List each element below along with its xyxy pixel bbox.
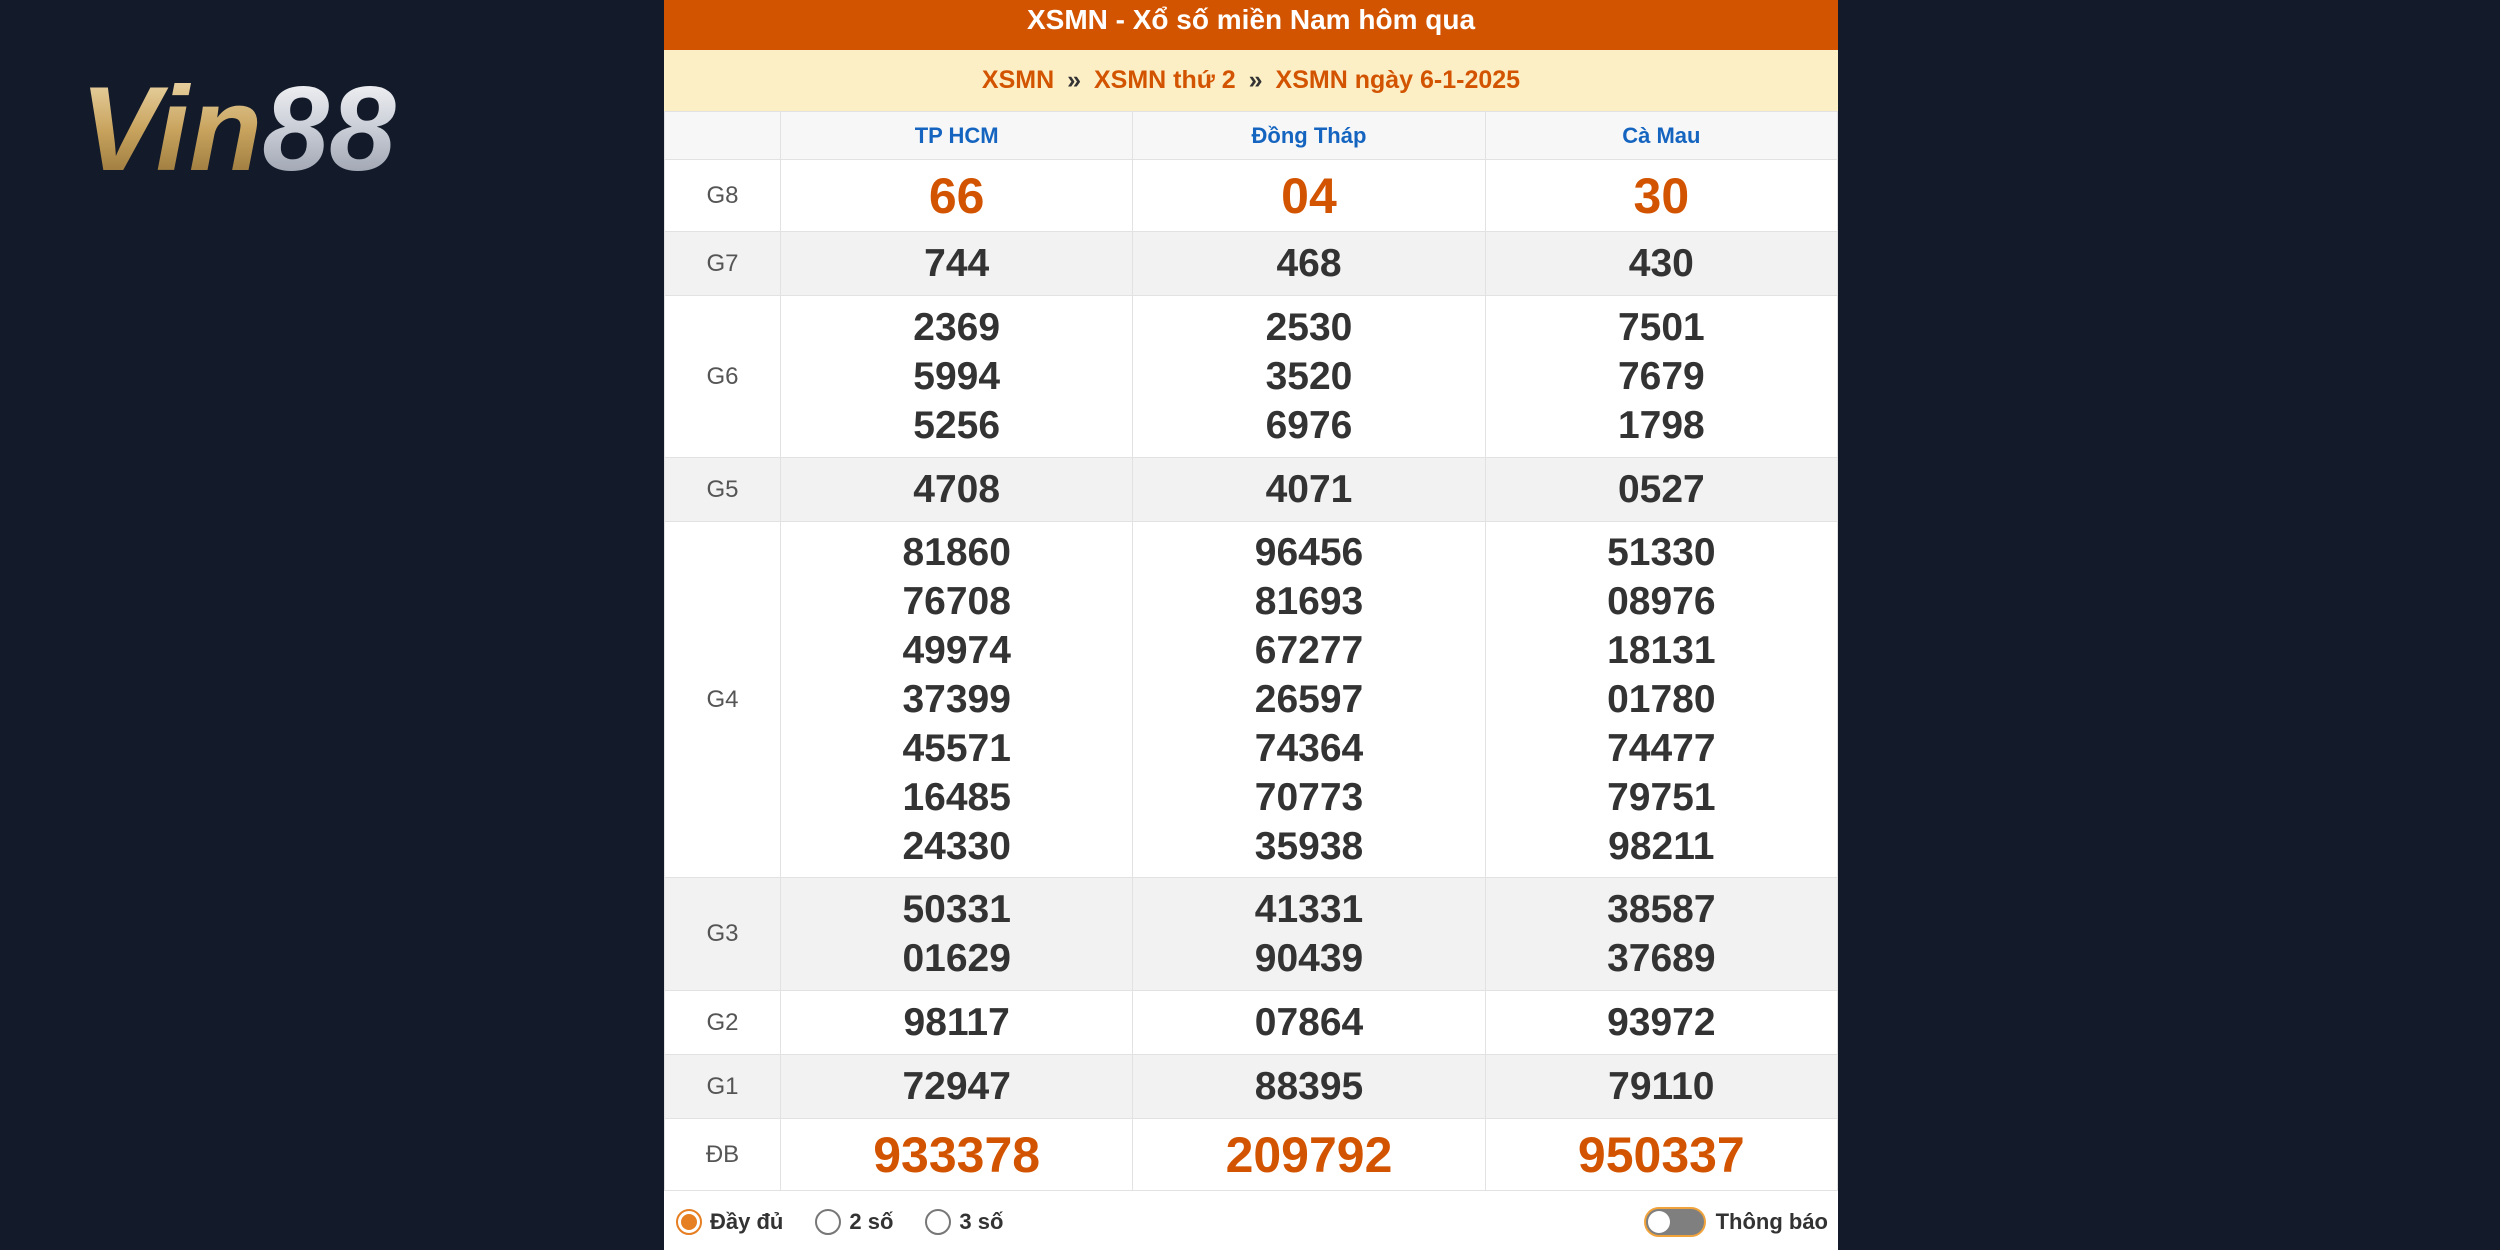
prize-number[interactable]: 744 xyxy=(924,242,990,285)
prize-number[interactable]: 74477 xyxy=(1607,727,1716,770)
prize-label: G6 xyxy=(665,296,781,458)
prize-number[interactable]: 5994 xyxy=(913,355,1001,398)
prize-label: G4 xyxy=(665,522,781,878)
prize-row xyxy=(665,991,1838,1055)
prize-cell xyxy=(781,1119,1133,1191)
prize-number[interactable]: 72947 xyxy=(902,1065,1011,1108)
prize-cell xyxy=(1485,1119,1837,1191)
results-table xyxy=(664,111,1838,1191)
prize-number[interactable]: 37689 xyxy=(1607,937,1716,980)
prize-row xyxy=(665,458,1838,522)
prize-number[interactable]: 67277 xyxy=(1254,629,1364,672)
prize-row xyxy=(665,1119,1838,1191)
prize-row xyxy=(665,522,1838,878)
breadcrumb-xsmn[interactable]: XSMN xyxy=(981,66,1055,94)
prize-label: G2 xyxy=(665,991,781,1055)
prize-number[interactable]: 79110 xyxy=(1608,1065,1715,1108)
prize-label: G3 xyxy=(665,878,781,991)
prize-number[interactable]: 24330 xyxy=(902,825,1011,868)
prize-number[interactable]: 7679 xyxy=(1617,355,1705,398)
prize-cell xyxy=(1485,296,1837,458)
prize-number[interactable]: 08976 xyxy=(1607,580,1716,623)
notification-toggle[interactable] xyxy=(1644,1207,1828,1237)
special-prize-number[interactable]: 209792 xyxy=(1225,1126,1393,1183)
prize-cell xyxy=(1133,458,1485,522)
prize-number[interactable]: 5256 xyxy=(913,404,1001,447)
page-title: XSMN - Xổ số miền Nam hôm qua xyxy=(664,0,1838,50)
prize-number[interactable]: 6976 xyxy=(1265,404,1353,447)
prize-number[interactable]: 50331 xyxy=(902,888,1011,931)
prize-number[interactable]: 01780 xyxy=(1607,678,1716,721)
prize-number[interactable]: 81860 xyxy=(902,531,1011,574)
prize-number[interactable]: 2369 xyxy=(913,306,1001,349)
prize-row xyxy=(665,160,1838,232)
logo-vin: Vin xyxy=(80,62,263,190)
prize-number[interactable]: 70773 xyxy=(1254,776,1364,819)
prize-number[interactable]: 35938 xyxy=(1254,825,1364,868)
prize-number[interactable]: 66 xyxy=(928,167,985,224)
prize-number[interactable]: 41331 xyxy=(1254,888,1364,931)
prize-cell xyxy=(1133,1055,1485,1119)
prize-cell xyxy=(781,522,1133,878)
prize-cell xyxy=(1133,1119,1485,1191)
breadcrumb xyxy=(664,50,1838,111)
prize-number[interactable]: 07864 xyxy=(1254,1001,1364,1044)
prize-number[interactable]: 430 xyxy=(1628,242,1694,285)
prize-cell xyxy=(781,991,1133,1055)
prize-cell xyxy=(1133,878,1485,991)
prize-number[interactable]: 96456 xyxy=(1254,531,1364,574)
prize-cell xyxy=(1133,160,1485,232)
prize-cell xyxy=(1133,232,1485,296)
radio-icon xyxy=(925,1209,951,1235)
option-3-digits[interactable] xyxy=(925,1209,1003,1235)
prize-number[interactable]: 468 xyxy=(1276,242,1342,285)
prize-cell xyxy=(781,458,1133,522)
breadcrumb-separator: » xyxy=(1248,66,1263,94)
prize-number[interactable]: 74364 xyxy=(1254,727,1364,770)
radio-icon xyxy=(815,1209,841,1235)
prize-cell xyxy=(1485,160,1837,232)
prize-label: G1 xyxy=(665,1055,781,1119)
prize-number[interactable]: 81693 xyxy=(1254,580,1364,623)
prize-label: G7 xyxy=(665,232,781,296)
vin88-logo xyxy=(80,60,450,190)
prize-cell xyxy=(1133,991,1485,1055)
prize-cell xyxy=(781,160,1133,232)
notify-label: Thông báo xyxy=(1715,1209,1828,1234)
logo-text xyxy=(80,62,396,190)
option-label: Đầy đủ xyxy=(710,1209,784,1234)
prize-number[interactable]: 76708 xyxy=(902,580,1011,623)
prize-number[interactable]: 16485 xyxy=(902,776,1011,819)
breadcrumb-date[interactable]: XSMN ngày 6-1-2025 xyxy=(1275,66,1521,94)
option-label: 3 số xyxy=(959,1209,1004,1234)
prize-number[interactable]: 51330 xyxy=(1607,531,1716,574)
special-prize-number[interactable]: 933378 xyxy=(873,1126,1041,1183)
prize-number[interactable]: 45571 xyxy=(902,727,1011,770)
prize-cell xyxy=(1485,232,1837,296)
prize-label: G5 xyxy=(665,458,781,522)
prize-number[interactable]: 49974 xyxy=(902,629,1011,672)
prize-cell xyxy=(1485,991,1837,1055)
prize-number[interactable]: 93972 xyxy=(1607,1001,1716,1044)
prize-cell xyxy=(781,232,1133,296)
prize-cell xyxy=(1485,522,1837,878)
province-header[interactable]: Đồng Tháp xyxy=(1133,112,1485,160)
prize-cell xyxy=(781,1055,1133,1119)
toggle-switch-icon[interactable] xyxy=(1644,1207,1706,1237)
prize-cell xyxy=(1485,878,1837,991)
prize-number[interactable]: 4071 xyxy=(1265,468,1353,511)
option-full[interactable] xyxy=(676,1209,783,1235)
option-2-digits[interactable] xyxy=(815,1209,893,1235)
prize-number[interactable]: 37399 xyxy=(902,678,1011,721)
corner-cell xyxy=(665,112,781,160)
prize-row xyxy=(665,1055,1838,1119)
prize-number[interactable]: 98211 xyxy=(1608,825,1715,868)
prize-number[interactable]: 2530 xyxy=(1265,306,1353,349)
breadcrumb-weekday[interactable]: XSMN thứ 2 xyxy=(1093,66,1236,94)
province-header[interactable]: Cà Mau xyxy=(1485,112,1837,160)
breadcrumb-separator: » xyxy=(1067,66,1082,94)
results-panel xyxy=(664,0,1838,1250)
province-header[interactable]: TP HCM xyxy=(781,112,1133,160)
option-label: 2 số xyxy=(849,1209,894,1234)
prize-number[interactable]: 30 xyxy=(1633,167,1690,224)
prize-number[interactable]: 18131 xyxy=(1607,629,1716,672)
prize-number[interactable]: 90439 xyxy=(1254,937,1364,980)
prize-number[interactable]: 3520 xyxy=(1265,355,1353,398)
radio-icon xyxy=(676,1209,702,1235)
prize-number[interactable]: 4708 xyxy=(913,468,1001,511)
prize-cell xyxy=(1485,1055,1837,1119)
prize-cell xyxy=(1485,458,1837,522)
prize-number[interactable]: 79751 xyxy=(1607,776,1716,819)
prize-cell xyxy=(781,878,1133,991)
prize-cell xyxy=(1133,296,1485,458)
prize-number[interactable]: 38587 xyxy=(1607,888,1716,931)
prize-number[interactable]: 98117 xyxy=(903,1001,1010,1044)
prize-row xyxy=(665,878,1838,991)
prize-number[interactable]: 0527 xyxy=(1617,468,1705,511)
prize-label: G8 xyxy=(665,160,781,232)
province-header-row xyxy=(665,112,1838,160)
prize-cell xyxy=(1133,522,1485,878)
prize-number[interactable]: 88395 xyxy=(1254,1065,1364,1108)
prize-row xyxy=(665,232,1838,296)
prize-number[interactable]: 01629 xyxy=(902,937,1011,980)
prize-number[interactable]: 7501 xyxy=(1617,306,1705,349)
prize-cell xyxy=(781,296,1133,458)
prize-number[interactable]: 04 xyxy=(1281,167,1337,224)
prize-label: ĐB xyxy=(665,1119,781,1191)
prize-number[interactable]: 26597 xyxy=(1254,678,1364,721)
prize-row xyxy=(665,296,1838,458)
display-options xyxy=(664,1194,1838,1250)
logo-88: 88 xyxy=(262,62,396,190)
prize-number[interactable]: 1798 xyxy=(1617,404,1705,447)
special-prize-number[interactable]: 950337 xyxy=(1577,1126,1745,1183)
